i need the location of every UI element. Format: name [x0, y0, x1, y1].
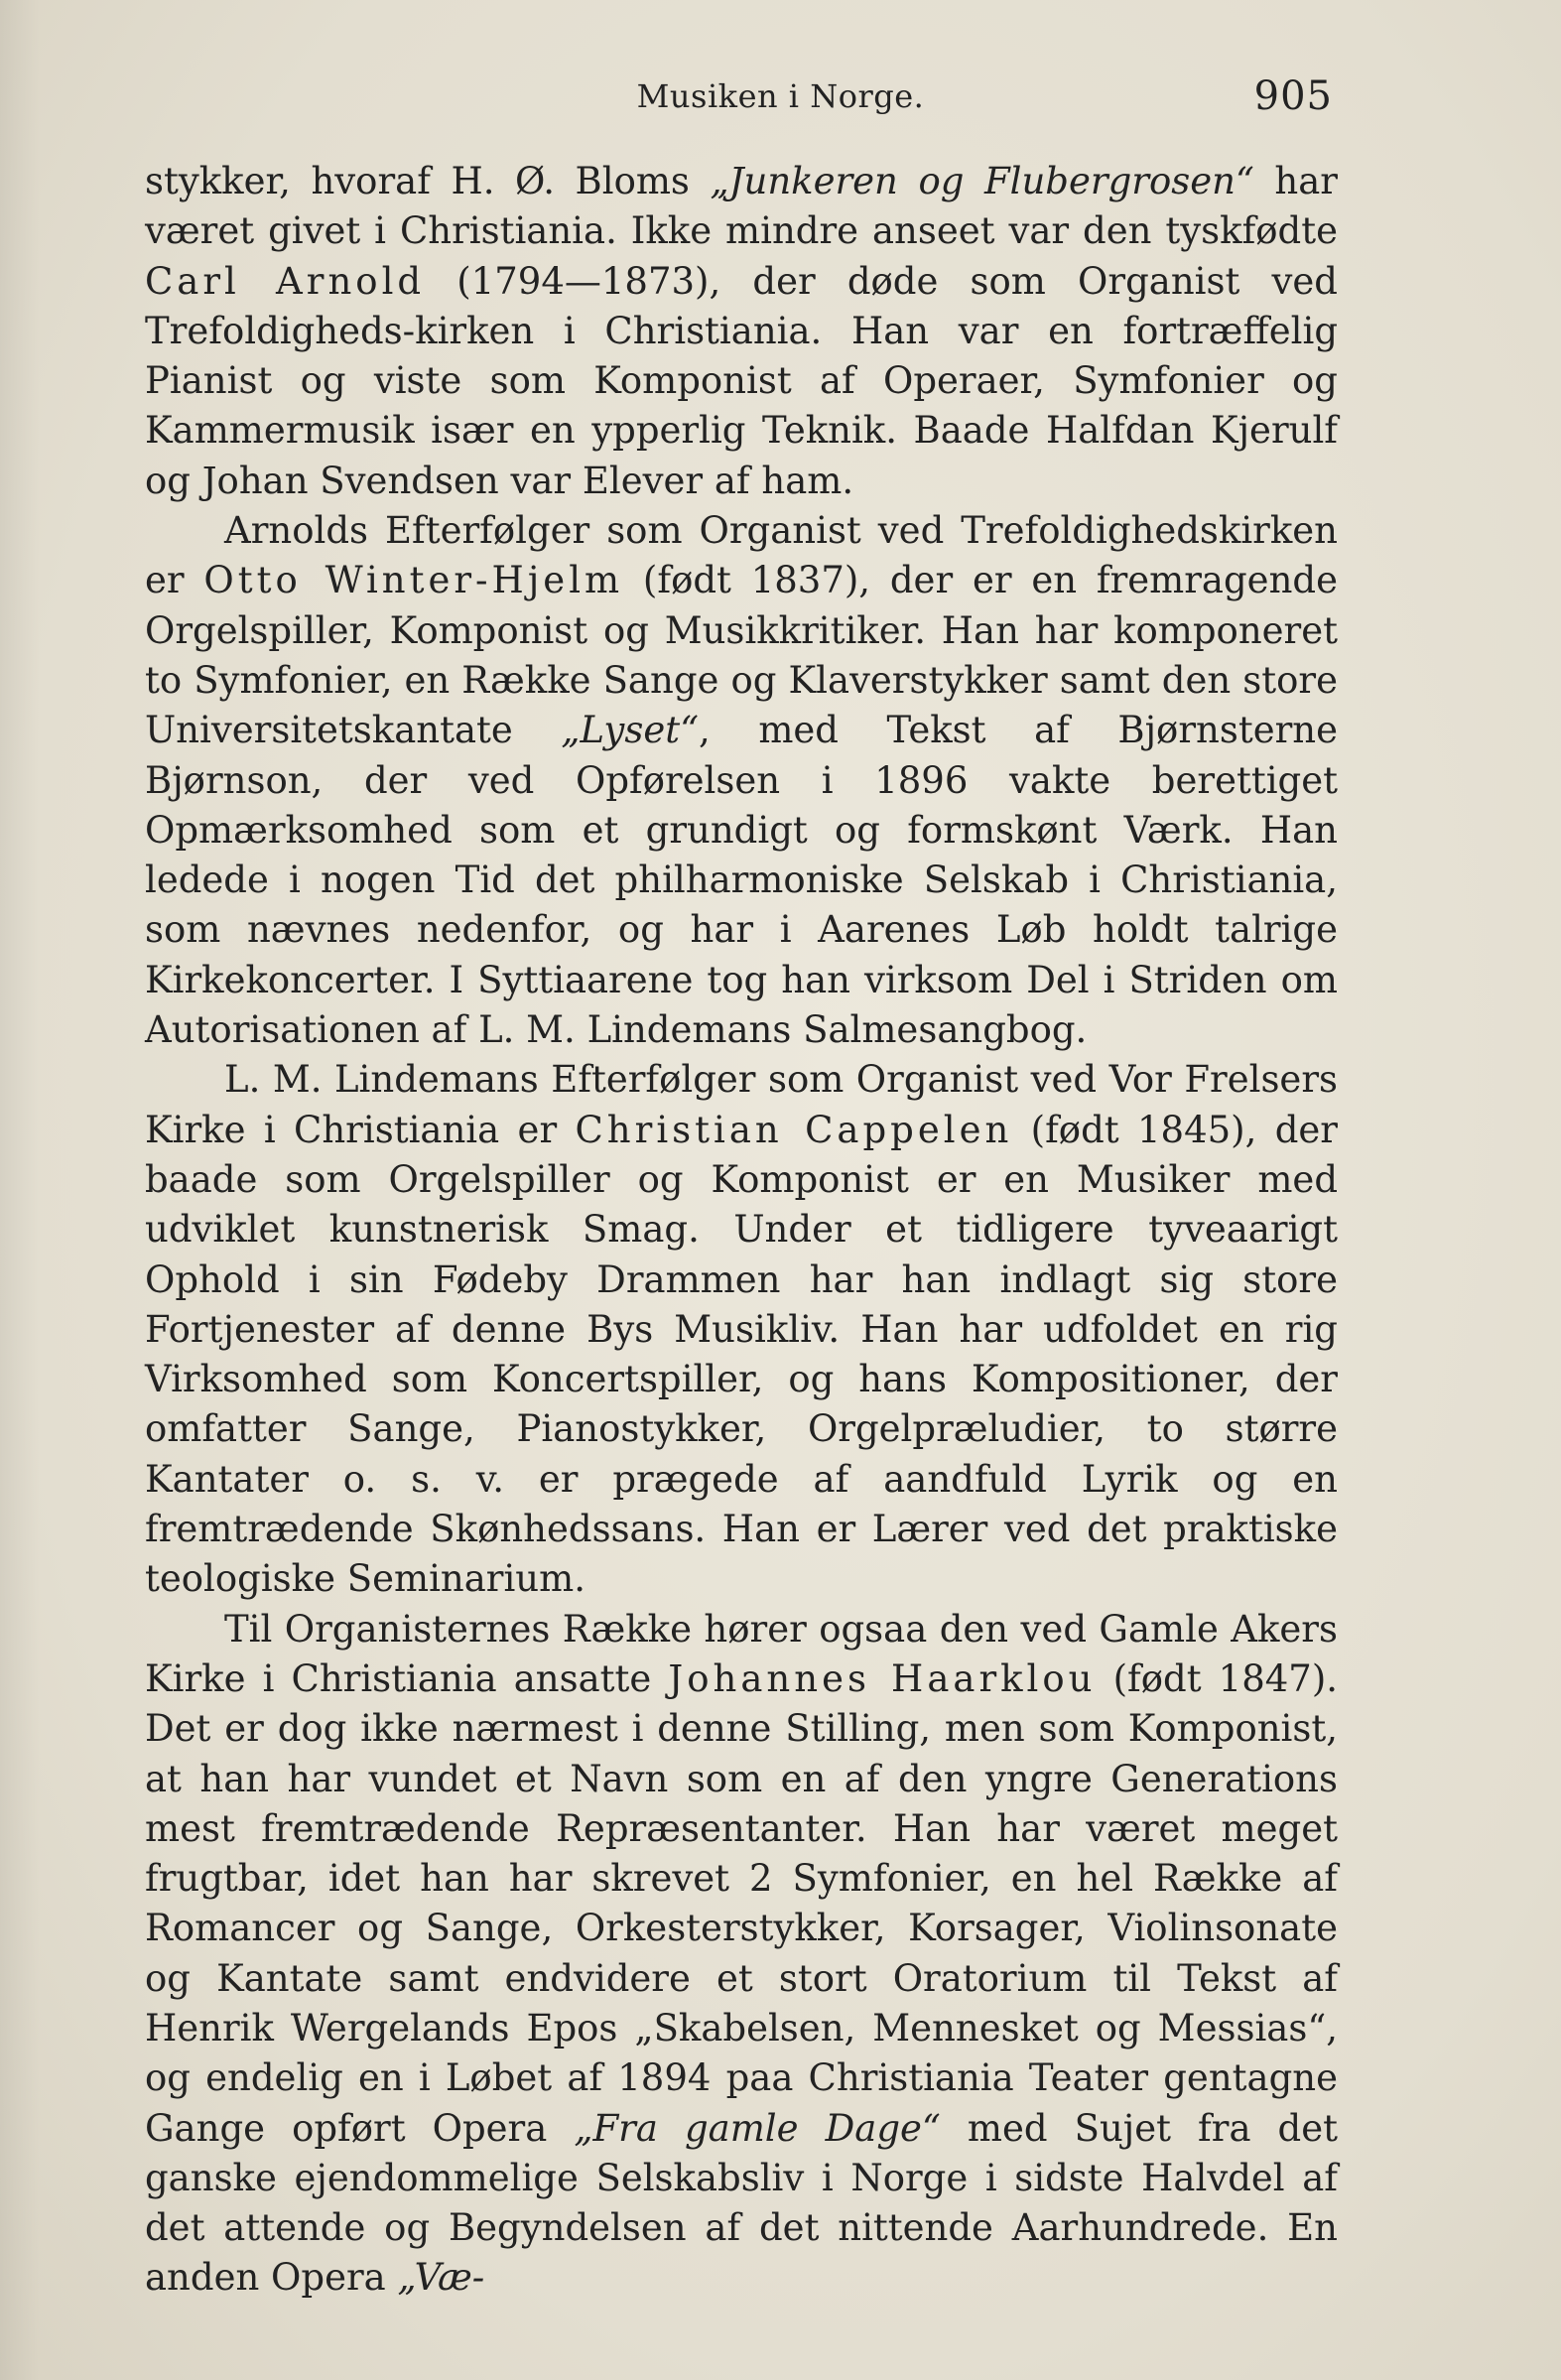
- text-run: (født 1845), der baade som Orgelspiller og Komponist er en Musiker med udviklet kunstnerisk Smag. Under et tidligere tyveaarigt Ophold i sin Fødeby Drammen har han indlagt sig store Fortjenester af denne Bys Musikliv. Han har udfoldet en rig Virksomhed som Koncertspiller, og hans Kompositioner, der omfatter Sange, Pianostykker, Orgelpræludier, to større Kantater o. s. v. er prægede af aandfuld Lyrik og en fremtrædende Skønhedssans. Han er Lærer ved det praktiske teologiske Seminarium.: [145, 1108, 1338, 1601]
- person-name: Christian Cappelen: [575, 1108, 1013, 1151]
- work-title: „Lyset“: [561, 709, 700, 752]
- paragraph: [145, 157, 1338, 506]
- text-run: Arnolds Efterfølger som Organist ved Trefoldighedskirken er: [145, 509, 1338, 602]
- running-head: [0, 71, 1561, 131]
- work-title: „Fra gamle Dage“: [574, 2106, 941, 2150]
- text-run: L. M. Lindemans Efterfølger som Organist ved Vor Frelsers Kirke i Christiania er: [145, 1058, 1338, 1151]
- page-number: 905: [1253, 73, 1333, 119]
- paragraph: [145, 1055, 1338, 1604]
- text-run: med Sujet fra det ganske ejendommelige Selskabsliv i Norge i sidste Halvdel af det attende og Begyndelsen af det nittende Aarhundrede. En anden Opera: [145, 2106, 1339, 2300]
- text-run: har været givet i Christiania. Ikke mindre anseet var den tyskfødte: [145, 160, 1338, 253]
- work-title: „Væ-: [397, 2256, 485, 2300]
- text-run: Til Organisternes Række hører ogsaa den ved Gamle Akers Kirke i Christiania ansatte: [145, 1607, 1338, 1700]
- text-run: (født 1837), der er en fremragende Orgelspiller, Komponist og Musikkritiker. Han har komponeret to Symfonier, en Række Sange og Klaverstykker samt den store Universitetskantate: [145, 559, 1338, 752]
- person-name: Carl Arnold: [145, 259, 426, 303]
- body-text: [145, 157, 1338, 2304]
- text-run: , med Tekst af Bjørnsterne Bjørnson, der ved Opførelsen i 1896 vakte berettiget Opmærksomhed som et grundigt og formskønt Værk. Han ledede i nogen Tid det philharmoniske Selskab i Christiania, som nævnes nedenfor, og har i Aarenes Løb holdt talrige Kirkekoncerter. I Syttiaarene tog han virksom Del i Striden om Autorisationen af L. M. Lindemans Salmesangbog.: [145, 709, 1339, 1052]
- paragraph: [145, 506, 1338, 1055]
- text-run: (født 1847). Det er dog ikke nærmest i denne Stilling, men som Komponist, at han har vundet et Navn som en af den yngre Generations mest fremtrædende Repræsentanter. Han har været meget frugtbar, idet han har skrevet 2 Symfonier, en hel Række af Romancer og Sange, Orkesterstykker, Korsager, Violinsonate og Kantate samt endvidere et stort Oratorium til Tekst af Henrik Wergelands Epos „Skabelsen, Mennesket og Messias“, og endelig en i Løbet af 1894 paa Christiania Teater gentagne Gange opført Opera: [145, 1656, 1339, 2150]
- work-title: „Junkeren og Flubergrosen“: [710, 160, 1254, 202]
- text-run: stykker, hvoraf H. Ø. Bloms: [145, 160, 711, 202]
- paragraph: [145, 1605, 1338, 2304]
- person-name: Johannes Haarklou: [668, 1656, 1097, 1700]
- running-title: Musiken i Norge.: [636, 77, 925, 115]
- text-run: (1794—1873), der døde som Organist ved Trefoldigheds-kirken i Christiania. Han var en fortræffelig Pianist og viste som Komponist af Operaer, Symfonier og Kammermusik især en ypperlig Teknik. Baade Halfdan Kjerulf og Johan Svendsen var Elever af ham.: [145, 259, 1338, 502]
- person-name: Otto Winter-Hjelm: [203, 559, 624, 602]
